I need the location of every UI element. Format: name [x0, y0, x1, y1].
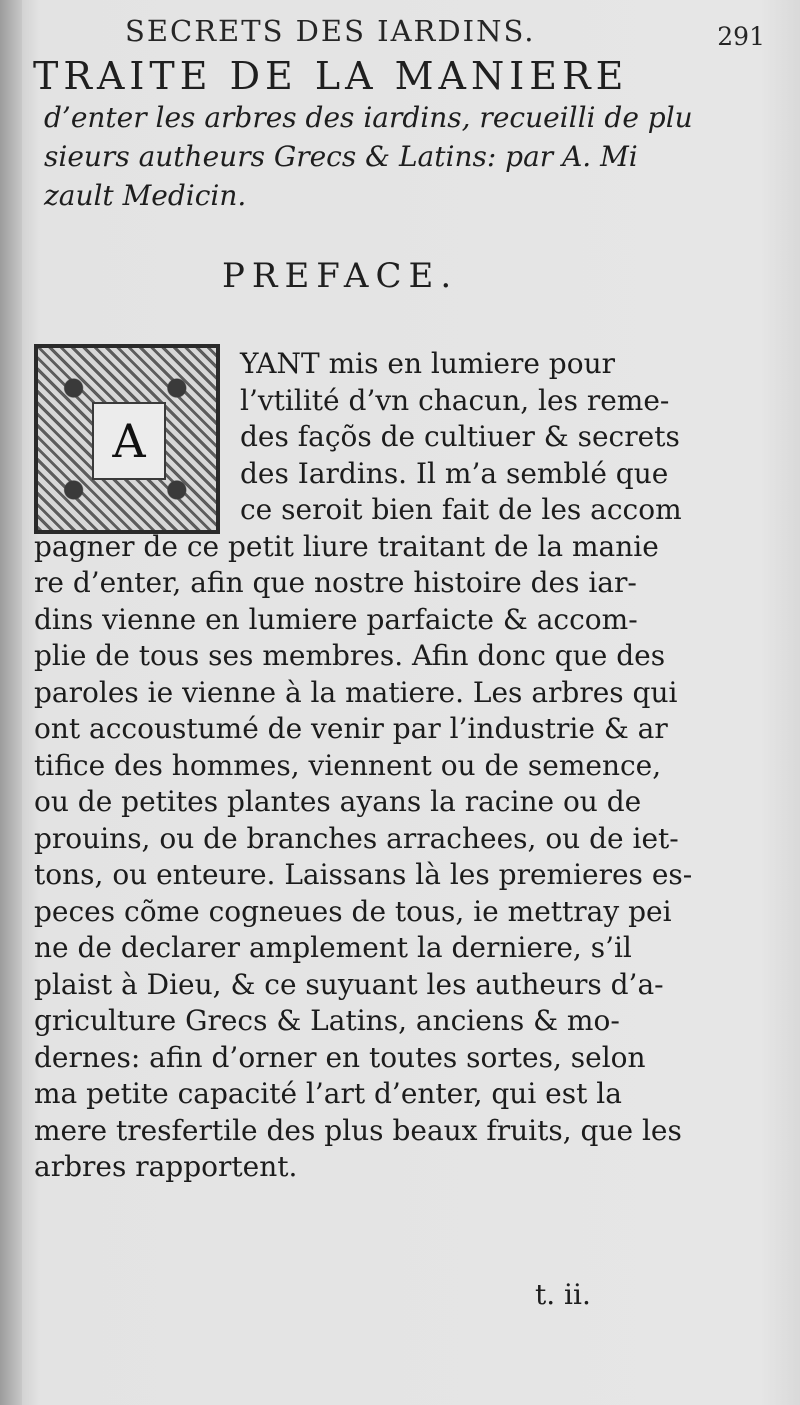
text-line: arbres rapportent.	[34, 1150, 298, 1183]
text-line: dernes: afin d’orner en toutes sortes, selon	[34, 1040, 646, 1074]
text-line: YANT mis en lumiere pour	[240, 347, 616, 380]
text-line: plie de tous ses membres. Afin donc que des	[34, 639, 666, 672]
subtitle-line: sieurs autheurs Grecs & Latins: par A. Mi	[44, 140, 638, 173]
text-line: tifice des hommes, viennent ou de semence,	[34, 748, 662, 782]
section-heading: PREFACE.	[222, 256, 459, 296]
treatise-title: TRAITE DE LA MANIERE	[33, 54, 629, 98]
text-line: l’vtilité d’vn chacun, les reme-	[240, 383, 670, 417]
text-line: ma petite capacité l’art d’enter, qui est la	[34, 1077, 622, 1110]
text-line: pagner de ce petit liure traitant de la manie	[34, 529, 659, 563]
binding-gutter	[0, 0, 22, 1405]
signature-mark: t. ii.	[535, 1278, 591, 1311]
text-line: paroles ie vienne à la matiere. Les arbres qui	[34, 675, 678, 709]
text-line: griculture Grecs & Latins, anciens & mo-	[34, 1004, 620, 1037]
text-line: ce seroit bien fait de les accom	[240, 493, 682, 526]
text-line: re d’enter, afin que nostre histoire des iar-	[34, 566, 637, 599]
text-line: des façõs de cultiuer & secrets	[240, 420, 680, 453]
text-line: dins vienne en lumiere parfaicte & accom-	[34, 602, 638, 636]
preface-body	[34, 346, 706, 1186]
page-header	[125, 14, 765, 50]
running-head: SECRETS DES IARDINS.	[125, 14, 536, 48]
text-line: prouins, ou de branches arrachees, ou de iet-	[34, 821, 679, 855]
text-line: ne de declarer amplement la derniere, s’il	[34, 931, 632, 964]
treatise-subtitle	[44, 98, 704, 215]
text-line: plaist à Dieu, & ce suyuant les autheurs d’a-	[34, 967, 664, 1001]
text-line: ont accoustumé de venir par l’industrie & ar	[34, 712, 668, 745]
text-line: des Iardins. Il m’a semblé que	[240, 456, 669, 490]
page-number: 291	[717, 22, 765, 51]
subtitle-line: d’enter les arbres des iardins, recueilli de plu	[44, 101, 693, 134]
subtitle-line: zault Medicin.	[44, 179, 247, 212]
text-line: peces cõme cogneues de tous, ie mettray pei	[34, 894, 672, 928]
text-line: tons, ou enteure. Laissans là les premieres es-	[34, 858, 693, 891]
text-line: ou de petites plantes ayans la racine ou de	[34, 785, 642, 818]
text-line: mere tresfertile des plus beaux fruits, que les	[34, 1113, 682, 1147]
drop-cap-letter: A	[112, 414, 146, 468]
